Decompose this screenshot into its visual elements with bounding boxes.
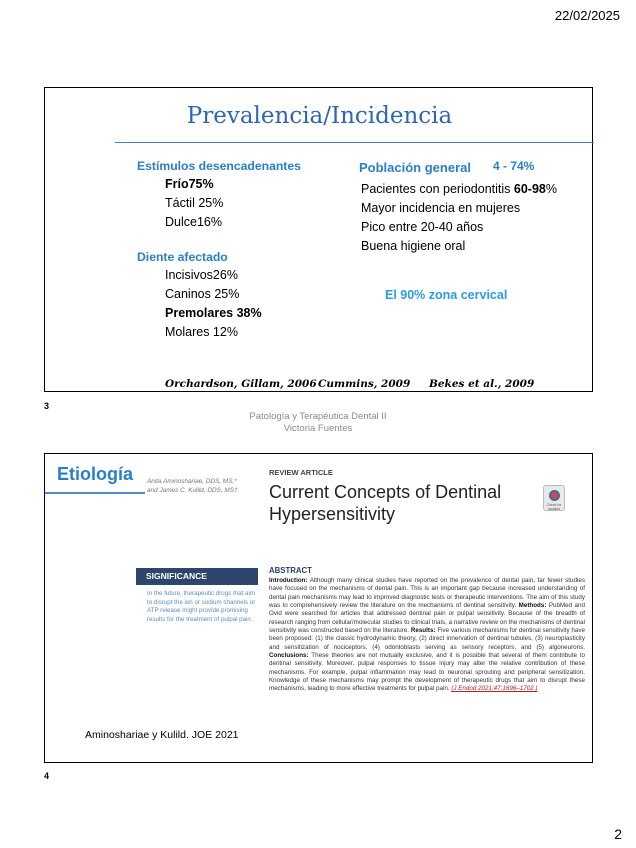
cervical-note: El 90% zona cervical <box>385 288 508 302</box>
footer-author: Victoria Fuentes <box>283 423 353 434</box>
tooth-item: Incisivos26% <box>165 268 238 282</box>
population-item: Mayor incidencia en mujeres <box>361 201 521 215</box>
population-item: Pico entre 20-40 años <box>361 220 484 234</box>
population-list <box>361 180 557 256</box>
citation: (J Endod 2021;47:1696–1702.) <box>451 685 538 693</box>
stimuli-list <box>165 175 223 232</box>
population-item: Buena higiene oral <box>361 239 466 253</box>
slide-title: Prevalencia/Incidencia <box>186 103 453 129</box>
slide-prevalencia <box>44 87 593 392</box>
author-line: Anita Aminoshariae, DDS, MS,* <box>147 478 237 485</box>
article-title: Current Concepts of Dentinal Hypersensitivity <box>269 482 502 524</box>
footer <box>0 411 636 435</box>
header-date: 22/02/2025 <box>554 8 620 23</box>
reference: Orchardson, Gillam, 2006 <box>165 378 317 390</box>
tooth-item: Caninos 25% <box>165 287 240 301</box>
crossmark-icon: Check for updates <box>543 485 565 511</box>
page-number: 2 <box>614 826 622 842</box>
stimulus-item: Táctil 25% <box>165 196 224 210</box>
reference: Cummins, 2009 <box>318 378 411 390</box>
footer-course: Patología y Terapéutica Dental II <box>249 411 387 422</box>
stimulus-item: Frío75% <box>165 177 214 191</box>
significance-bar: SIGNIFICANCE <box>136 568 258 585</box>
article-authors <box>147 477 238 495</box>
slide-number: 4 <box>44 771 50 781</box>
population-range: 4 - 74% <box>493 159 535 173</box>
source-note: Aminoshariae y Kulild. JOE 2021 <box>85 729 239 741</box>
stimuli-heading: Estímulos desencadenantes <box>137 159 301 173</box>
significance-text: In the future, therapeutic drugs that aim to disrupt the ion or sodium channels or ATP release might provide promising results for the treatment of pulpal pain. <box>147 590 256 623</box>
abstract-heading: ABSTRACT <box>269 566 312 575</box>
population-item: Pacientes con periodontitis 60-98% <box>361 182 557 196</box>
title-underline <box>115 142 594 143</box>
slide-etiologia <box>44 453 593 763</box>
title-underline <box>45 492 145 494</box>
stimulus-item: Dulce16% <box>165 215 222 229</box>
abstract-body: Introduction: Although many clinical studies have reported on the prevalence of dental pain, far fewer studies have focused on the mechanisms of dental pain. This is an important gap because increased understanding of dental pain mechanisms may lead to improved diagnostic tests or therapeutic interventions. The aim of this study was to comprehensively review the literature on the mechanisms of dentinal sensitivity. Methods: PubMed and Ovid were searched for articles that addressed dentinal pain or pulpal sensitivity. Because of the breadth of research ranging from cellular/molecular studies to clinical trials, a narrative review on the mechanisms of dentinal sensitivity was constructed based on the literature. Results: Five various mechanisms for dentinal sensitivity have been proposed: (1) the classic hydrodynamic theory, (2) direct innervation of dentinal tubules, (3) neuroplasticity and sensitization of nociceptors, (4) odontoblasts serving as sensory receptors, and (5) algoneurons. Conclusions: These theories are not mutually exclusive, and it is possible that several of them contribute to dentinal sensitivity. Moreover, pulpal responses to tissue injury may alter the relative contribution of these mechanisms. For example, pulpal inflammation may lead to neuronal sprouting and peripheral sensitization. Knowledge of these mechanisms may prompt the development of therapeutic drugs that aim to disrupt these mechanisms, leading to more effective treatments for pulpal pain. (J Endod 2021;47:1696–1702.) <box>269 577 585 693</box>
slide-title: Etiología <box>57 464 133 484</box>
teeth-list <box>165 266 262 342</box>
tooth-item: Premolares 38% <box>165 306 262 320</box>
tooth-item: Molares 12% <box>165 325 238 339</box>
teeth-heading: Diente afectado <box>137 250 228 264</box>
review-label: REVIEW ARTICLE <box>269 468 333 477</box>
slide-number: 3 <box>44 401 50 411</box>
population-heading: Población general <box>359 160 471 175</box>
reference: Bekes et al., 2009 <box>429 378 535 390</box>
author-line: and James C. Kulild, DDS, MS† <box>147 487 238 494</box>
